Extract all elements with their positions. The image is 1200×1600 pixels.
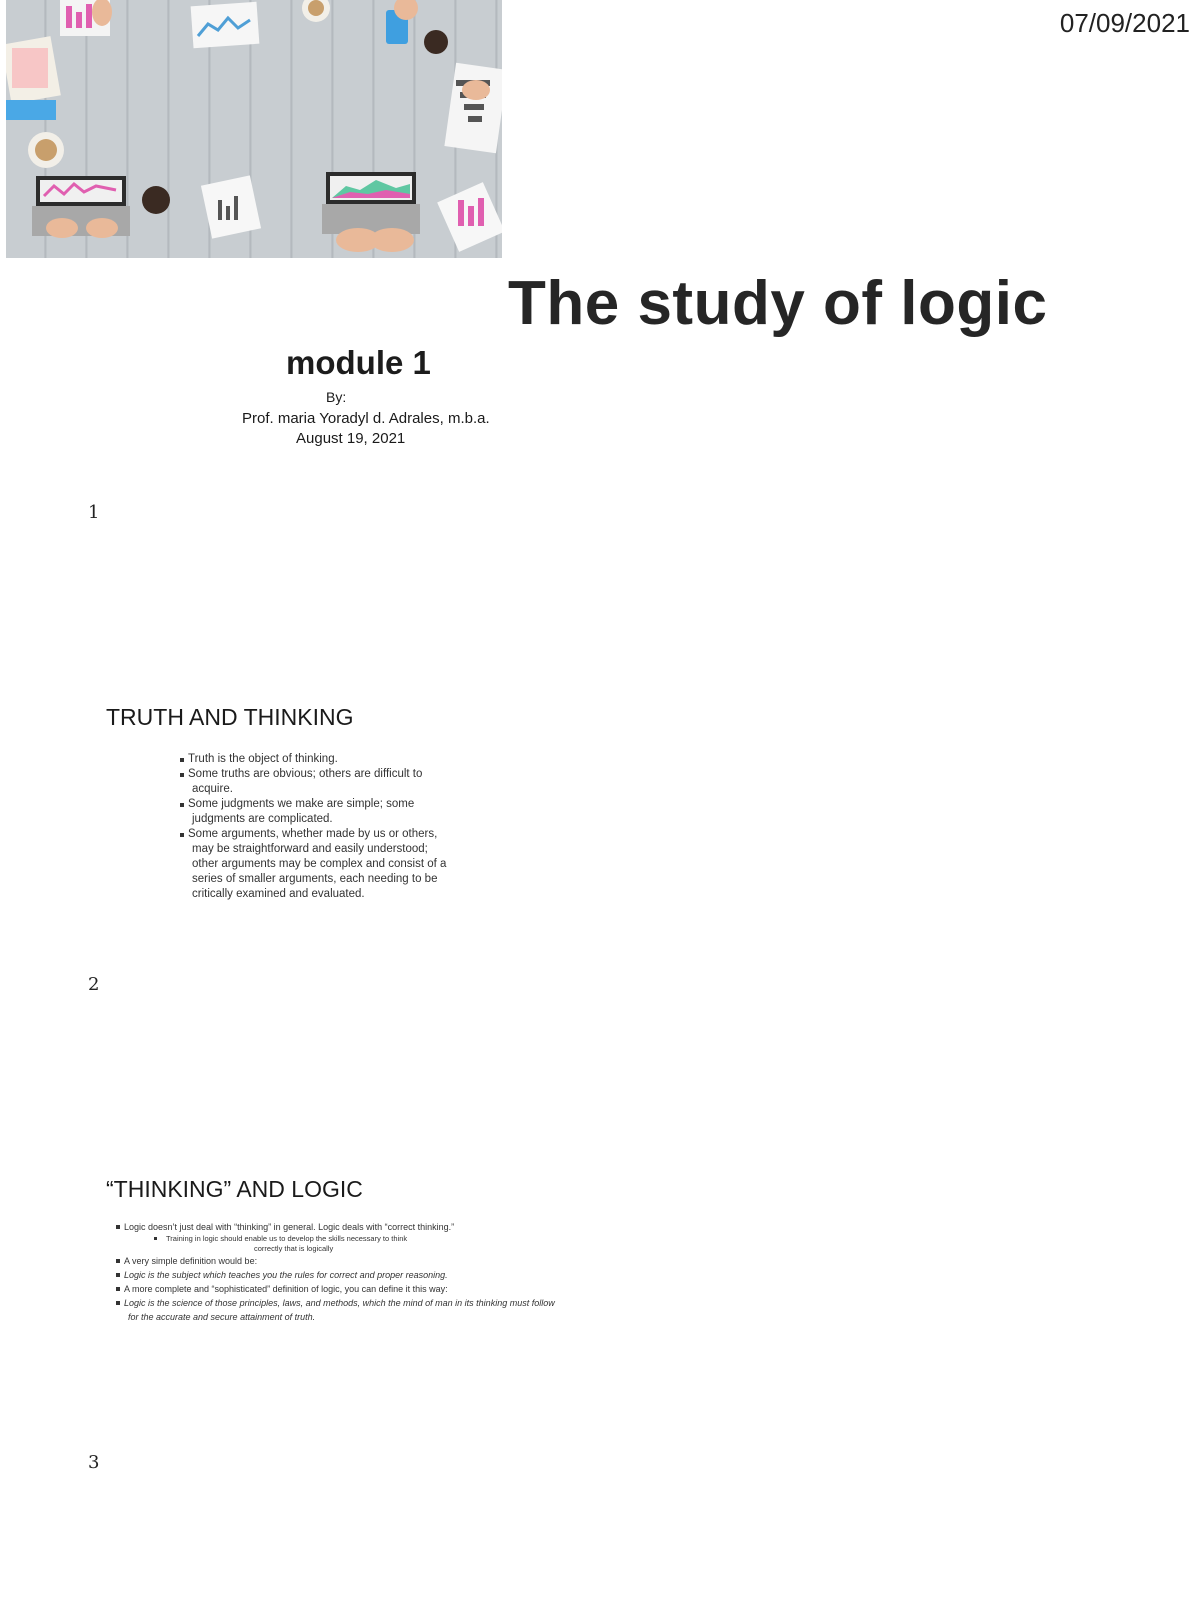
list-item: Logic doesn’t just deal with “thinking” in general. Logic deals with “correct thinking.” [116, 1220, 556, 1234]
author-name: Prof. maria Yoradyl d. Adrales, m.b.a. [242, 410, 490, 427]
list-item: Some judgments we make are simple; some judgments are complicated. [180, 797, 448, 827]
list-item: Logic is the science of those principles, laws, and methods, which the mind of man in its thinking must follow for the accurate and secure attainment of truth. [116, 1296, 556, 1324]
truth-bullet-list [180, 752, 448, 902]
cover-image [6, 0, 502, 258]
sub-list-item [116, 1234, 556, 1254]
list-item: Some arguments, whether made by us or others, may be straightforward and easily understood; other arguments may be complex and consist of a series of smaller arguments, each needing to be critically examined and evaluated. [180, 827, 448, 902]
header-date: 07/09/2021 [1059, 8, 1190, 38]
cover-date: August 19, 2021 [296, 430, 406, 447]
sub-item-line-2: correctly that is logically [254, 1244, 334, 1253]
logic-bullet-list [116, 1220, 556, 1324]
page-number-1: 1 [88, 502, 100, 523]
module-label: module 1 [286, 344, 431, 381]
by-label: By: [326, 389, 347, 405]
section-title-truth-and-thinking: TRUTH AND THINKING [106, 704, 354, 730]
list-item: Truth is the object of thinking. [180, 752, 448, 767]
page-number-2: 2 [88, 974, 100, 995]
list-item: Some truths are obvious; others are difficult to acquire. [180, 767, 448, 797]
office-desk-photo-icon [6, 0, 502, 258]
page-number-3: 3 [88, 1452, 100, 1473]
list-item: Logic is the subject which teaches you the rules for correct and proper reasoning. [116, 1268, 556, 1282]
sub-item-line-1: Training in logic should enable us to develop the skills necessary to think [166, 1234, 408, 1243]
section-title-thinking-and-logic: “THINKING” AND LOGIC [106, 1176, 363, 1202]
cover-title: The study of logic [508, 269, 1048, 338]
list-item: A very simple definition would be: [116, 1254, 556, 1268]
list-item: A more complete and “sophisticated” definition of logic, you can define it this way: [116, 1282, 556, 1296]
